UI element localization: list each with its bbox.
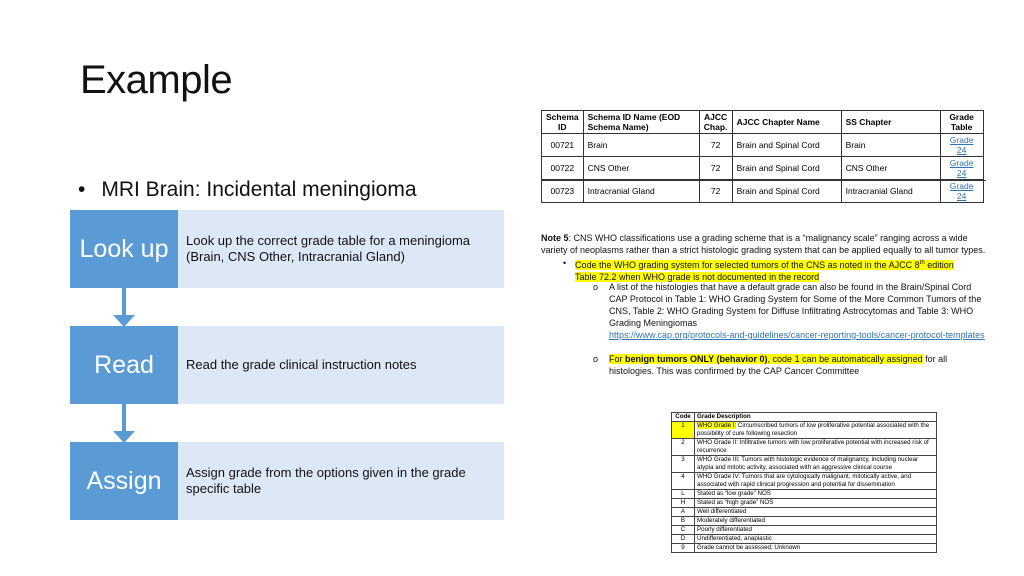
- table-row: [672, 499, 937, 508]
- table-cell: 00723: [542, 180, 584, 203]
- grade-code: 4: [672, 473, 695, 490]
- step-label: Look up: [70, 210, 178, 288]
- down-arrow-icon: [113, 404, 135, 444]
- bullet-item: [78, 178, 417, 202]
- bullet-text: MRI Brain: Incidental meningioma: [101, 178, 417, 201]
- grade-desc: [695, 422, 937, 439]
- grade-table: [671, 412, 937, 553]
- schema-table: [541, 110, 984, 203]
- table-row: [672, 422, 937, 439]
- table-row: [672, 508, 937, 517]
- sub1-text: A list of the histologies that have a default grade can also be found in the Brain/Spinal Cord CAP Protocol in Table 1: WHO Grading System for Some of the More Common Tumors of the CNS, Table 2: WHO Grading System for Diffuse Infiltrating Astrocytomas and Table 3: WHO Grading Meningiomas: [609, 282, 982, 328]
- step-description: [178, 442, 504, 520]
- hl-bold: benign tumors ONLY (behavior 0): [625, 354, 768, 364]
- table-header-row: [542, 111, 984, 134]
- note-bullet-1-text: [575, 257, 954, 283]
- table-cell: 00722: [542, 157, 584, 180]
- cap-protocol-link[interactable]: https://www.cap.org/protocols-and-guidelines/cancer-reporting-tools/cancer-protocol-templates: [609, 330, 985, 340]
- grade-desc: WHO Grade IV: Tumors that are cytologically malignant, mitotically active, and associated with rapid clinical progression and potential for dissemination: [695, 473, 937, 490]
- grade-desc-hl: WHO Grade I:: [697, 422, 737, 429]
- down-arrow-icon: [113, 288, 135, 328]
- table-cell: [940, 157, 983, 180]
- table-cut-edge: [541, 180, 986, 184]
- table-row: [672, 490, 937, 499]
- col-header: Grade Table: [940, 111, 983, 134]
- col-header: Schema ID: [542, 111, 584, 134]
- grade-desc: Stated as “low grade” NOS: [695, 490, 937, 499]
- slide-title: Example: [80, 58, 233, 102]
- table-row: [672, 517, 937, 526]
- grade-desc: Well differentiated: [695, 508, 937, 517]
- grade-code: 2: [672, 439, 695, 456]
- step-look-up: [70, 210, 504, 288]
- table-cell: Brain: [841, 134, 940, 157]
- grade-desc: WHO Grade II: Infiltrative tumors with low proliferative potential with increased risk of recurrence: [695, 439, 937, 456]
- table-cell: 72: [699, 180, 732, 203]
- grade-desc: Grade cannot be assessed; Unknown: [695, 544, 937, 553]
- grade-table-link[interactable]: Grade 24: [949, 181, 974, 201]
- grade-code: L: [672, 490, 695, 499]
- table-row: [672, 456, 937, 473]
- note-sub-1: [541, 281, 991, 353]
- bullet-dot: •: [563, 258, 567, 268]
- col-header: Grade Description: [695, 413, 937, 422]
- grade-code: B: [672, 517, 695, 526]
- table-row: [542, 134, 984, 157]
- table-cell: Brain and Spinal Cord: [732, 157, 841, 180]
- table-cell: Brain and Spinal Cord: [732, 134, 841, 157]
- col-header: AJCC Chapter Name: [732, 111, 841, 134]
- table-cell: 72: [699, 157, 732, 180]
- step-description-text: Look up the correct grade table for a meningioma (Brain, CNS Other, Intracranial Gland): [186, 233, 471, 264]
- note-intro: [541, 232, 991, 256]
- note-sub-2: [541, 353, 991, 377]
- table-cell: 00721: [542, 134, 584, 157]
- step-description-text: Assign grade from the options given in the grade specific table: [186, 465, 466, 496]
- step-label: Read: [70, 326, 178, 404]
- grade-code: C: [672, 526, 695, 535]
- table-row: [542, 157, 984, 180]
- step-read: [70, 326, 504, 404]
- step-assign: [70, 442, 504, 520]
- col-header: Code: [672, 413, 695, 422]
- table-cell: 72: [699, 134, 732, 157]
- col-header: AJCC Chap.: [699, 111, 732, 134]
- step-description: [178, 210, 504, 288]
- step-description: [178, 326, 504, 404]
- note-bullet-1: [541, 257, 991, 281]
- hl-text: edition: [924, 260, 954, 270]
- grade-code: A: [672, 508, 695, 517]
- sub-bullet: o: [593, 354, 599, 364]
- table-cell: Brain: [583, 134, 699, 157]
- table-row: [672, 473, 937, 490]
- col-header: Schema ID Name (EOD Schema Name): [583, 111, 699, 134]
- table-cell: [940, 134, 983, 157]
- hl-text: Table 72.2 when WHO grade is not documented in the record: [575, 272, 820, 282]
- table-cell: Brain and Spinal Cord: [732, 180, 841, 203]
- grade-desc: Poorly differentiated: [695, 526, 937, 535]
- bullet-dot: •: [78, 178, 86, 201]
- table-header-row: [672, 413, 937, 422]
- hl-text: Code the WHO grading system for selected tumors of the CNS as noted in the AJCC 8: [575, 260, 920, 270]
- note-sub-1-text: [609, 281, 989, 341]
- sub2-text: for all histologies. This was confirmed by the CAP Cancer Committee: [609, 354, 948, 376]
- table-row: [672, 544, 937, 553]
- grade-code: 1: [672, 422, 695, 439]
- hl-text: , code 1 can be automatically assigned: [767, 354, 923, 364]
- hl-text: For: [609, 354, 626, 364]
- note-label: Note 5: [541, 233, 569, 243]
- sub-bullet: o: [593, 282, 599, 292]
- grade-desc: WHO Grade III: Tumors with histologic evidence of malignancy, including nuclear atypia and mitotic activity, associated with an aggressive clinical course: [695, 456, 937, 473]
- grade-code: 9: [672, 544, 695, 553]
- grade-table-link[interactable]: Grade 24: [949, 158, 974, 178]
- table-row: [672, 535, 937, 544]
- col-header: SS Chapter: [841, 111, 940, 134]
- hl-sup: th: [919, 260, 925, 266]
- note-intro-text: : CNS WHO classifications use a grading scheme that is a “malignancy scale” ranging across a wide variety of neoplasms rather than a strict histologic grading system that can be applied equally to all tumor types.: [541, 233, 986, 255]
- step-description-text: Read the grade clinical instruction notes: [186, 357, 417, 372]
- table-row: [672, 526, 937, 535]
- grade-table-link[interactable]: Grade 24: [949, 135, 974, 155]
- grade-desc: Stated as “high grade” NOS: [695, 499, 937, 508]
- grade-desc: Moderately differentiated: [695, 517, 937, 526]
- table-cell: CNS Other: [841, 157, 940, 180]
- note-block: [541, 232, 991, 377]
- grade-desc: Undifferentiated, anaplastic: [695, 535, 937, 544]
- grade-desc-text: Circumscribed tumors of low proliferative potential associated with the possibility of cure following resection: [697, 422, 930, 437]
- table-cell: Intracranial Gland: [841, 180, 940, 203]
- table-cell: CNS Other: [583, 157, 699, 180]
- grade-code: H: [672, 499, 695, 508]
- note-sub-2-text: [609, 353, 989, 377]
- table-row: [672, 439, 937, 456]
- table-cell: Intracranial Gland: [583, 180, 699, 203]
- step-label: Assign: [70, 442, 178, 520]
- grade-code: D: [672, 535, 695, 544]
- grade-code: 3: [672, 456, 695, 473]
